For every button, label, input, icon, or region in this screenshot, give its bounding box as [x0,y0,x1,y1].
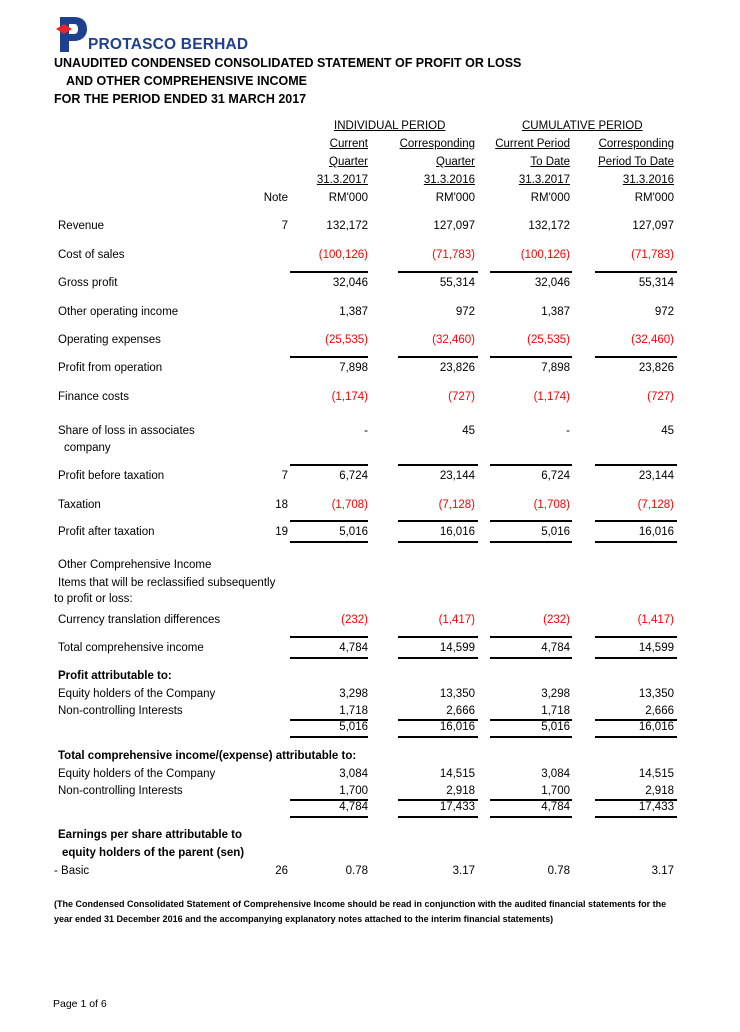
row-value: 3.17 [651,865,674,877]
row-label: to profit or loss: [54,593,133,605]
col4-line1: Corresponding [598,138,674,150]
rule-line [290,271,368,273]
col2-line2: Quarter [436,156,475,168]
row-note: 18 [275,499,288,511]
row-value: 4,784 [541,642,570,654]
total-row [0,721,740,737]
row-value: 1,387 [339,306,368,318]
col3-line2: To Date [530,156,570,168]
row-value: (1,417) [438,614,475,626]
col3-unit: RM'000 [530,192,570,204]
row-label: Currency translation differences [58,614,221,626]
table-row [0,306,740,322]
row-note: 26 [275,865,288,877]
row-value: (232) [341,614,368,626]
row-value: 972 [654,306,674,318]
col2-line1: Corresponding [399,138,475,150]
row-value: 6,724 [541,470,570,482]
row-value: - [364,425,368,437]
rule-line [398,816,478,818]
rule-line [290,356,368,358]
col3-line1: Current Period [495,138,570,150]
row-value: 14,515 [439,768,475,780]
row-value: 972 [455,306,475,318]
rule-line [595,464,677,466]
statement-title-line3: FOR THE PERIOD ENDED 31 MARCH 2017 [54,92,307,106]
col1-date: 31.3.2017 [316,174,368,186]
row-value: (232) [543,614,570,626]
group-individual-period: INDIVIDUAL PERIOD [334,120,446,132]
row-value: 45 [462,425,475,437]
footnote: (The Condensed Consolidated Statement of Comprehensive Income should be read in conjunction with the audited financial statements for the year ended 31 December 2016 and the accompanying explanatory notes attached to the interim financial statements) [54,899,667,924]
section-heading [0,750,740,766]
row-value: 132,172 [528,220,570,232]
row-label: Share of loss in associates [58,425,195,437]
rule-line [595,657,677,659]
table-row [0,865,740,881]
rule-line [290,816,368,818]
rule-line [595,541,677,543]
row-value: (7,128) [637,499,674,511]
row-note: 7 [281,220,288,232]
statement-title-line2: AND OTHER COMPREHENSIVE INCOME [66,74,307,88]
row-value: (100,126) [318,249,368,261]
row-value: 4,784 [541,801,570,813]
rule-line [490,520,572,522]
rule-line [398,520,478,522]
row-value: 23,144 [439,470,475,482]
company-name: PROTASCO BERHAD [88,36,249,53]
table-row [0,642,740,658]
row-value: 5,016 [541,721,570,733]
rule-line [398,636,478,638]
row-value: 14,515 [638,768,674,780]
row-value: (1,174) [533,391,570,403]
row-label: Finance costs [58,391,129,403]
row-value: 2,666 [645,705,674,717]
row-value: 16,016 [638,526,674,538]
row-value: 4,784 [339,642,368,654]
rule-line [290,520,368,522]
oci-subheading [0,593,740,609]
row-value: 23,144 [638,470,674,482]
rule-line [595,271,677,273]
row-label: Other Comprehensive Income [58,559,212,571]
row-value: 13,350 [439,688,475,700]
row-label: Earnings per share attributable to [58,829,243,841]
row-label: equity holders of the parent (sen) [62,847,245,859]
row-value: 5,016 [541,526,570,538]
col4-date: 31.3.2016 [622,174,674,186]
rule-line [595,799,677,801]
row-label: company [64,442,111,454]
row-value: (727) [448,391,475,403]
col4-unit: RM'000 [634,192,674,204]
col1-line2: Quarter [329,156,368,168]
rule-line [290,464,368,466]
row-value: 32,046 [534,277,570,289]
row-value: 23,826 [638,362,674,374]
row-value: 1,387 [541,306,570,318]
row-label: Items that will be reclassified subsequently [58,577,276,589]
rule-line [398,541,478,543]
row-value: 1,718 [541,705,570,717]
row-value: 6,724 [339,470,368,482]
rule-line [490,799,572,801]
row-value: 32,046 [332,277,368,289]
col2-date: 31.3.2016 [423,174,475,186]
row-value: 127,097 [433,220,475,232]
row-value: 3,298 [339,688,368,700]
rule-line [595,636,677,638]
rule-line [490,464,572,466]
rule-line [490,736,572,738]
protasco-logo-icon [54,15,88,53]
row-value: (1,417) [637,614,674,626]
rule-line [398,799,478,801]
table-row [0,526,740,542]
row-value: 0.78 [345,865,368,877]
row-label: Profit before taxation [58,470,165,482]
table-row-continued [0,442,740,458]
row-value: 3,084 [339,768,368,780]
row-value: 1,700 [339,785,368,797]
rule-line [490,356,572,358]
col1-line1: Current [329,138,368,150]
row-value: 16,016 [638,721,674,733]
oci-subheading [0,577,740,593]
row-value: 14,599 [638,642,674,654]
row-value: (1,174) [331,391,368,403]
row-label: Total comprehensive income/(expense) attributable to: [58,750,357,762]
col4-line2: Period To Date [598,156,674,168]
col3-date: 31.3.2017 [518,174,570,186]
rule-line [398,719,478,721]
row-value: 127,097 [632,220,674,232]
row-value: 23,826 [439,362,475,374]
row-value: 132,172 [326,220,368,232]
row-value: 16,016 [439,526,475,538]
row-value: (7,128) [438,499,475,511]
row-value: 7,898 [339,362,368,374]
row-label: Revenue [58,220,105,232]
rule-line [290,541,368,543]
note-header: Note [263,192,288,204]
row-value: (71,783) [631,249,674,261]
row-value: 17,433 [439,801,475,813]
rule-line [595,356,677,358]
row-label: Operating expenses [58,334,161,346]
row-value: (1,708) [533,499,570,511]
rule-line [490,719,572,721]
rule-line [490,271,572,273]
table-row [0,614,740,630]
rule-line [595,736,677,738]
row-value: 4,784 [339,801,368,813]
table-row [0,688,740,704]
rule-line [490,657,572,659]
row-label: Profit from operation [58,362,163,374]
row-value: 13,350 [638,688,674,700]
rule-line [595,816,677,818]
row-label: Other operating income [58,306,179,318]
row-value: 5,016 [339,526,368,538]
row-value: (25,535) [325,334,368,346]
rule-line [490,541,572,543]
rule-line [490,636,572,638]
table-row [0,391,740,407]
row-value: 17,433 [638,801,674,813]
rule-line [290,636,368,638]
row-value: 0.78 [547,865,570,877]
col1-unit: RM'000 [328,192,368,204]
table-row [0,220,740,236]
row-value: 3,084 [541,768,570,780]
table-row [0,425,740,441]
rule-line [595,719,677,721]
row-value: 3,298 [541,688,570,700]
table-row [0,470,740,486]
rule-line [398,657,478,659]
row-value: 2,918 [645,785,674,797]
row-value: (25,535) [527,334,570,346]
table-row [0,499,740,515]
row-value: 16,016 [439,721,475,733]
table-row [0,249,740,265]
row-label: Equity holders of the Company [58,688,216,700]
row-value: (71,783) [432,249,475,261]
rule-line [290,719,368,721]
rule-line [398,271,478,273]
row-value: - [566,425,570,437]
row-note: 19 [275,526,288,538]
row-value: 45 [661,425,674,437]
row-value: 1,700 [541,785,570,797]
table-row [0,334,740,350]
section-heading [0,829,740,845]
row-value: (100,126) [520,249,570,261]
col2-unit: RM'000 [435,192,475,204]
row-value: 2,918 [446,785,475,797]
row-label: Cost of sales [58,249,125,261]
row-value: 55,314 [638,277,674,289]
rule-line [290,799,368,801]
row-value: 7,898 [541,362,570,374]
row-value: (727) [647,391,674,403]
row-note: 7 [281,470,288,482]
row-label: Non-controlling Interests [58,785,183,797]
row-value: (32,460) [432,334,475,346]
table-row [0,768,740,784]
rule-line [398,736,478,738]
row-label: Taxation [58,499,101,511]
row-label: Profit after taxation [58,526,155,538]
row-value: (32,460) [631,334,674,346]
page-number: Page 1 of 6 [53,998,107,1010]
statement-title-line1: UNAUDITED CONDENSED CONSOLIDATED STATEMENT OF PROFIT OR LOSS [54,56,522,70]
rule-line [490,816,572,818]
row-label: - Basic [54,865,90,877]
total-row [0,801,740,817]
rule-line [398,464,478,466]
row-label: Equity holders of the Company [58,768,216,780]
rule-line [290,657,368,659]
rule-line [290,736,368,738]
table-row [0,277,740,293]
row-value: (1,708) [331,499,368,511]
section-heading [0,670,740,686]
rule-line [398,356,478,358]
oci-heading [0,559,740,575]
section-heading [0,847,740,863]
row-value: 3.17 [452,865,475,877]
group-cumulative-period: CUMULATIVE PERIOD [522,120,643,132]
row-value: 5,016 [339,721,368,733]
row-label: Gross profit [58,277,118,289]
row-label: Profit attributable to: [58,670,172,682]
row-value: 2,666 [446,705,475,717]
row-label: Total comprehensive income [58,642,204,654]
rule-line [595,520,677,522]
row-value: 1,718 [339,705,368,717]
row-value: 14,599 [439,642,475,654]
row-label: Non-controlling Interests [58,705,183,717]
table-row [0,362,740,378]
row-value: 55,314 [439,277,475,289]
